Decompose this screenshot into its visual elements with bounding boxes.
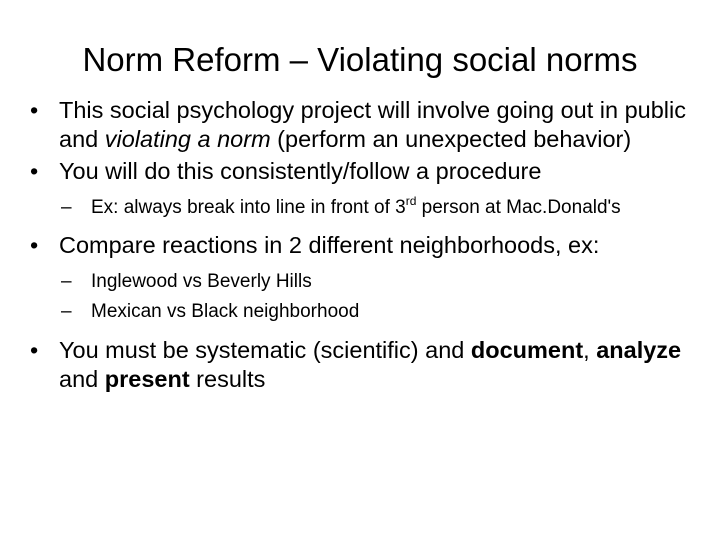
- bullet-text-italic: violating a norm: [104, 126, 271, 152]
- sub-bullet-marker: –: [61, 301, 72, 322]
- bullet-text: You will do this consistently/follow a procedure: [59, 158, 542, 184]
- sub-text: Inglewood vs Beverly Hills: [91, 271, 312, 292]
- bullet-compare-reactions: [30, 231, 690, 260]
- sub-text-superscript: rd: [405, 193, 417, 208]
- bullet-text-post: (perform an unexpected behavior): [270, 126, 632, 152]
- sub-bullet-procedure-example: [61, 195, 690, 220]
- bullet-project-description: [30, 96, 690, 154]
- bullet-text-post: results: [189, 366, 266, 392]
- sub-text-post: person at Mac.Donald's: [416, 197, 621, 218]
- bullet-text-bold-analyze: analyze: [596, 337, 682, 363]
- sub-bullet-neighborhood-pair-2: [61, 299, 690, 324]
- sub-bullet-marker: –: [61, 271, 72, 292]
- bullet-text-bold-document: document: [470, 337, 584, 363]
- sub-bullet-neighborhood-pair-1: [61, 269, 690, 294]
- bullet-marker: •: [30, 158, 39, 184]
- bullet-procedure: [30, 157, 690, 186]
- sub-text-pre: Ex: always break into line in front of 3: [91, 197, 406, 218]
- slide-title: Norm Reform – Violating social norms: [82, 41, 638, 78]
- bullet-marker: •: [30, 97, 39, 123]
- bullet-marker: •: [30, 232, 39, 258]
- bullet-text-mid: ,: [583, 337, 597, 363]
- sub-text: Mexican vs Black neighborhood: [91, 301, 360, 322]
- bullet-systematic-results: [30, 336, 690, 394]
- bullet-text-bold-present: present: [104, 366, 190, 392]
- slide-body: [30, 96, 690, 394]
- bullet-text: Compare reactions in 2 different neighborhoods, ex:: [59, 232, 600, 258]
- sub-bullet-marker: –: [61, 197, 72, 218]
- bullet-text-pre: This social psychology project will involve going out in public and: [59, 97, 686, 152]
- bullet-text-pre: You must be systematic (scientific) and: [59, 337, 471, 363]
- bullet-marker: •: [30, 337, 39, 363]
- bullet-text-mid2: and: [59, 366, 105, 392]
